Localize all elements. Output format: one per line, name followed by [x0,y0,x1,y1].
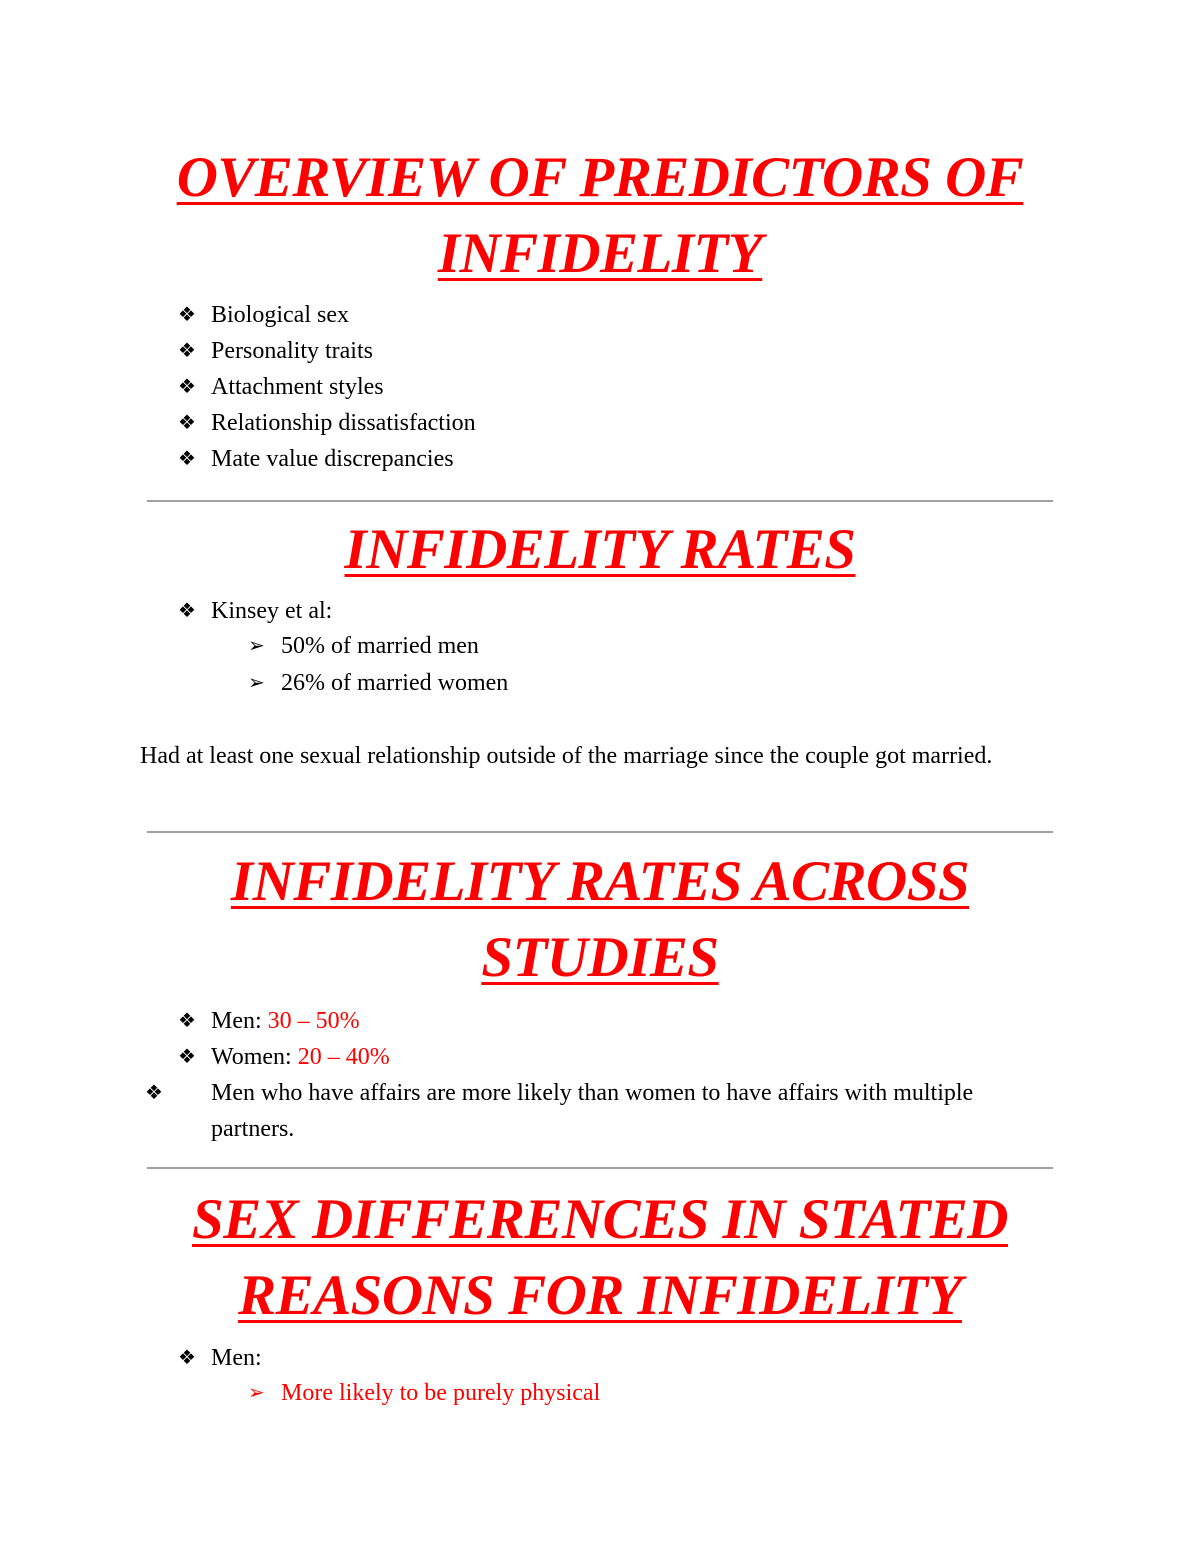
list-item-text: Relationship dissatisfaction [211,410,476,436]
rate-value: 30 – 50% [267,1008,360,1034]
list-item-biological-sex [178,296,349,333]
diamond-bullet-icon: ❖ [178,1345,196,1369]
heading-line: STUDIES [481,926,719,989]
heading-sex-differences [140,1182,1060,1334]
diamond-bullet-icon: ❖ [178,1044,196,1068]
arrowhead-bullet-icon: ➢ [248,1380,265,1404]
heading-rates-across-studies [140,844,1060,996]
sub-item-married-men [248,627,479,664]
list-item-personality-traits [178,332,373,369]
list-item-relationship-dissatisfaction [178,404,476,441]
list-item-attachment-styles [178,368,384,405]
heading-infidelity-rates [140,512,1060,588]
diamond-bullet-icon: ❖ [178,338,196,362]
diamond-bullet-icon: ❖ [178,374,196,398]
list-item-multiple-partners [145,1074,1051,1147]
heading-line: OVERVIEW OF PREDICTORS OF [176,146,1024,209]
diamond-bullet-icon: ❖ [178,1008,196,1032]
list-item-text: Kinsey et al: [211,598,333,624]
sub-item-purely-physical [248,1374,600,1411]
horizontal-rule [147,500,1053,502]
diamond-bullet-icon: ❖ [178,302,196,326]
arrowhead-bullet-icon: ➢ [248,633,265,657]
list-item-label: Men: [211,1008,268,1034]
paragraph-outside-relationship: Had at least one sexual relationship outside of the marriage since the couple got married. [140,743,993,769]
heading-line: INFIDELITY RATES ACROSS [230,850,970,913]
list-item-text: Personality traits [211,338,373,364]
list-item-text: Attachment styles [211,374,384,400]
horizontal-rule [147,1167,1053,1169]
list-item-women-rate [178,1038,390,1075]
heading-line: INFIDELITY [437,222,763,285]
sub-item-text: More likely to be purely physical [281,1380,601,1406]
heading-overview-predictors [140,140,1060,292]
diamond-bullet-icon: ❖ [145,1080,163,1104]
list-item-label: Women: [211,1044,298,1070]
heading-line: REASONS FOR INFIDELITY [238,1264,962,1327]
sub-item-married-women [248,664,508,701]
diamond-bullet-icon: ❖ [178,446,196,470]
list-item-men [178,1339,262,1376]
diamond-bullet-icon: ❖ [178,410,196,434]
horizontal-rule [147,831,1053,833]
list-item-text: Biological sex [211,302,349,328]
rate-value: 20 – 40% [297,1044,390,1070]
list-item-mate-value [178,440,454,477]
sub-item-text: 50% of married men [281,633,479,659]
arrowhead-bullet-icon: ➢ [248,670,265,694]
list-item-men-rate [178,1002,360,1039]
heading-line: INFIDELITY RATES [344,518,856,581]
list-item-kinsey [178,592,332,629]
list-item-text: Mate value discrepancies [211,446,454,472]
list-item-text: Men who have affairs are more likely than women to have affairs with multiple partners. [211,1080,974,1142]
heading-line: SEX DIFFERENCES IN STATED [192,1188,1008,1251]
diamond-bullet-icon: ❖ [178,598,196,622]
list-item-text: Men: [211,1345,262,1371]
sub-item-text: 26% of married women [281,670,509,696]
